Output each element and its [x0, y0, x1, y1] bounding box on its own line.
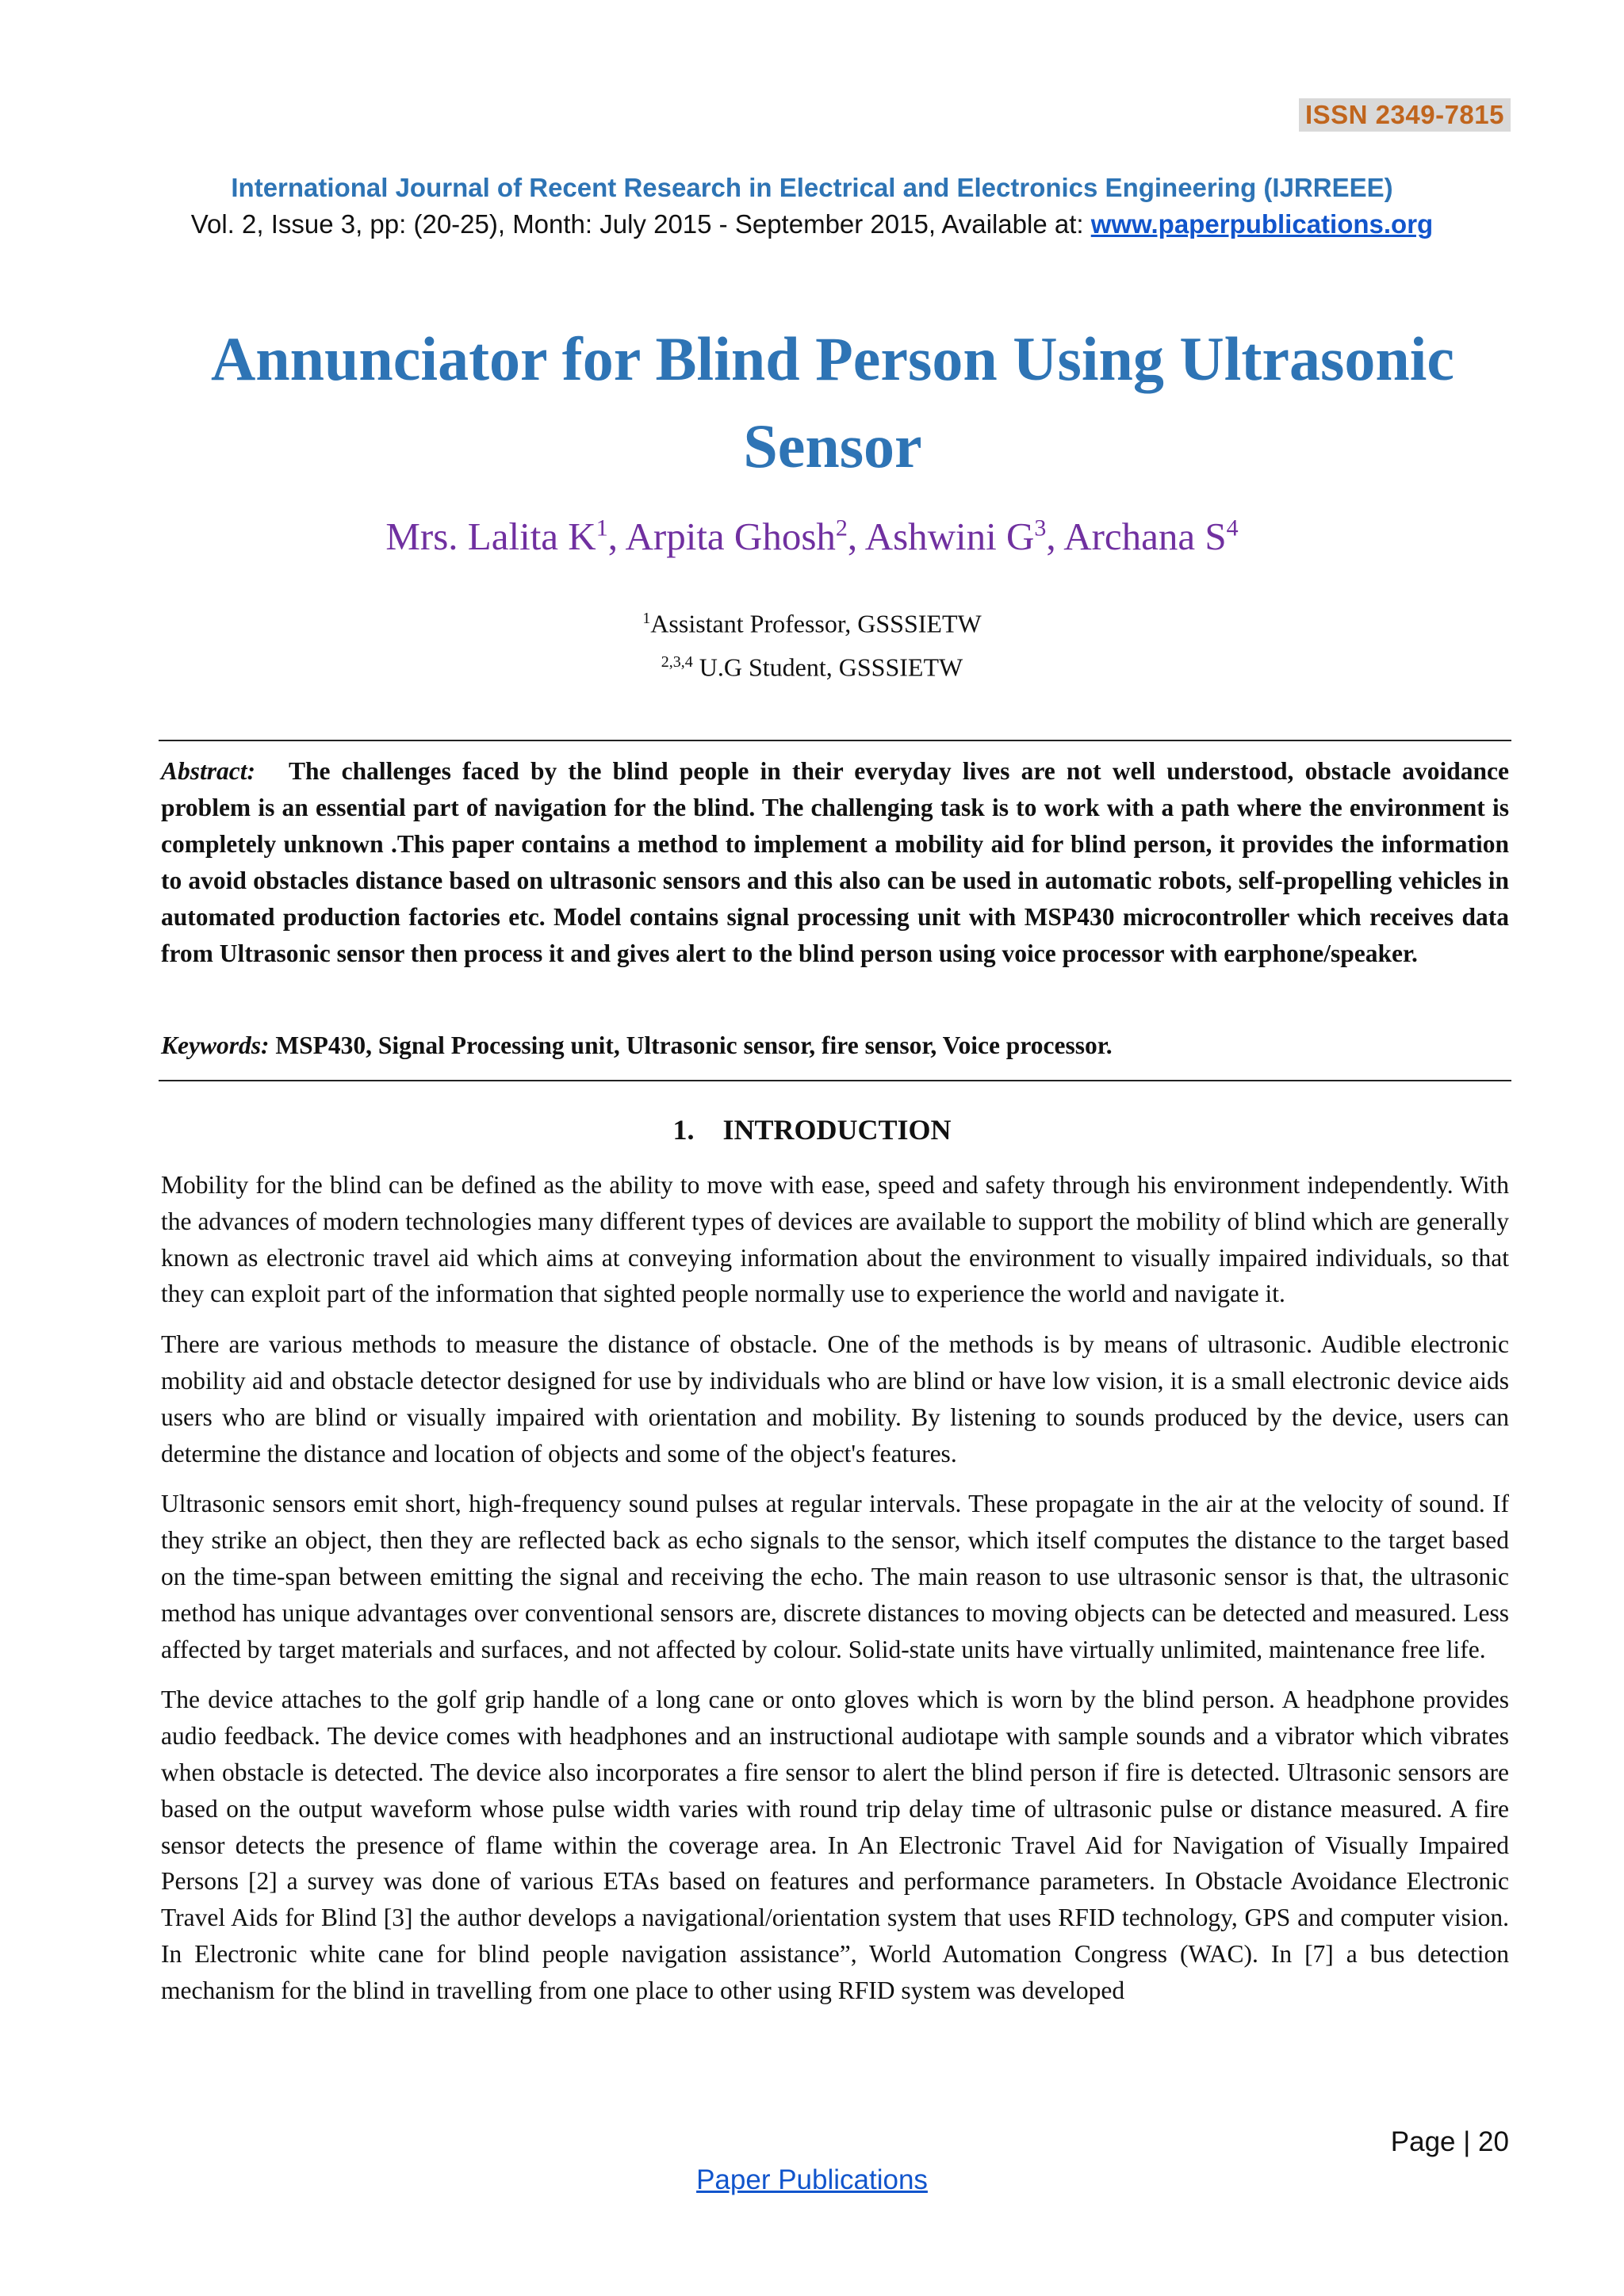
volume-info: Vol. 2, Issue 3, pp: (20-25), Month: July 2015 - September 2015, Available at: [190, 209, 1091, 239]
top-divider [159, 740, 1511, 741]
bottom-divider [159, 1080, 1511, 1081]
paragraph: Ultrasonic sensors emit short, high-frequency sound pulses at regular intervals. These propagate in the air at the velocity of sound. If they strike an object, then they are reflected back as echo signals to the sensor, which itself computes the distance to the target based on the time-span between emitting the signal and receiving the echo. The main reason to use ultrasonic sensor is that, the ultrasonic method has unique advantages over conventional sensors are, discrete distances to moving objects can be detected and measured. Less affected by target materials and surfaces, and not affected by colour. Solid-state units have virtually unlimited, maintenance free life. [161, 1490, 1509, 1663]
paragraph: Mobility for the blind can be defined as the ability to move with ease, speed and safety through his environment independently. With the advances of modern technologies many different types of devices are available to support the mobility of blind which are generally known as electronic travel aid which aims at conveying information about the environment to visually impaired individuals, so that they can exploit part of the information that sighted people normally use to experience the world and navigate it. [161, 1171, 1509, 1308]
abstract-text: The challenges faced by the blind people in their everyday lives are not well understood, obstacle avoidance problem is an essential part of navigation for the blind. The challenging task is to work with a path where the environment is completely unknown .This paper contains a method to implement a mobility aid for blind person, it provides the information to avoid obstacles distance based on ultrasonic sensors and this also can be used in automatic robots, self-propelling vehicles in automated production factories etc. Model contains signal processing unit with MSP430 microcontroller which receives data from Ultrasonic sensor then process it and gives alert to the blind person using voice processor with earphone/speaker. [161, 757, 1510, 967]
affiliation-line [0, 643, 1624, 687]
section-heading [0, 1113, 1624, 1146]
abstract [161, 753, 1509, 972]
abstract-label: Abstract: [161, 757, 256, 785]
affiliation-sup: 2,3,4 [661, 652, 693, 671]
author-list: Mrs. Lalita $K^1$, Arpita Ghosh$^2$, Ashwini $G^3$, Archana $S^4$ [385, 515, 1239, 558]
body-text [161, 1167, 1509, 2023]
affiliation-text: Assistant Professor, GSSSIETW [650, 609, 982, 638]
paragraph: The device attaches to the golf grip handle of a long cane or onto gloves which is worn by the blind person. A headphone provides audio feedback. The device comes with headphones and an instructional audiotape with sample sounds and a vibrator which vibrates when obstacle is detected. The device also incorporates a fire sensor to alert the blind person if fire is detected. Ultrasonic sensors are based on the output waveform whose pulse width varies with round trip delay time of ultrasonic pulse or distance measured. A fire sensor detects the presence of flame within the coverage area. In An Electronic Travel Aid for Navigation of Visually Impaired Persons [2] a survey was done of various ETAs based on features and performance parameters. In Obstacle Avoidance Electronic Travel Aids for Blind [3] the author develops a navigational/orientation system that uses RFID technology, GPS and computer vision. In Electronic white cane for blind people navigation assistance”, World Automation Congress (WAC). In [7] a bus detection mechanism for the blind in travelling from one place to other using RFID system was developed [161, 1686, 1509, 2004]
affiliation-line [0, 599, 1624, 643]
publisher-link[interactable]: Paper Publications [696, 2164, 928, 2195]
volume-info-line [0, 209, 1624, 239]
author-sup: 2 [835, 515, 848, 541]
author-sup: 3 [1034, 515, 1047, 541]
paper-title: Annunciator for Blind Person Using Ultrasonic Sensor [210, 324, 1455, 480]
section-title: INTRODUCTION [722, 1114, 952, 1146]
issn-badge: ISSN 2349-7815 [1299, 98, 1511, 132]
keywords [161, 1027, 1509, 1064]
affiliations [0, 599, 1624, 686]
affiliation-text: U.G Student, GSSSIETW [692, 652, 963, 682]
website-link[interactable]: www.paperpublications.org [1090, 209, 1434, 239]
section-number: 1. [672, 1114, 695, 1146]
author-name: Archana S [1063, 515, 1227, 558]
keywords-label: Keywords: [161, 1031, 270, 1059]
author-name: Arpita Ghosh [625, 515, 836, 558]
journal-name: International Journal of Recent Research in Electrical and Electronics Engineering (IJRREEE) [231, 173, 1393, 202]
author-name: Ashwini G [864, 515, 1035, 558]
page-number: Page | 20 [1390, 2126, 1509, 2157]
keywords-text: MSP430, Signal Processing unit, Ultrasonic sensor, fire sensor, Voice processor. [275, 1031, 1113, 1059]
author-sup: 4 [1226, 515, 1239, 541]
author-sup: 1 [596, 515, 608, 541]
author-name: Mrs. Lalita K [385, 515, 596, 558]
affiliation-sup: 1 [642, 610, 651, 627]
paragraph: There are various methods to measure the distance of obstacle. One of the methods is by means of ultrasonic. Audible electronic mobility aid and obstacle detector designed for use by individuals who are blind or have low vision, it is a small electronic device aids users who are blind or visually impaired with orientation and mobility. By listening to sounds produced by the device, users can determine the distance and location of objects and some of the object's features. [161, 1330, 1509, 1468]
